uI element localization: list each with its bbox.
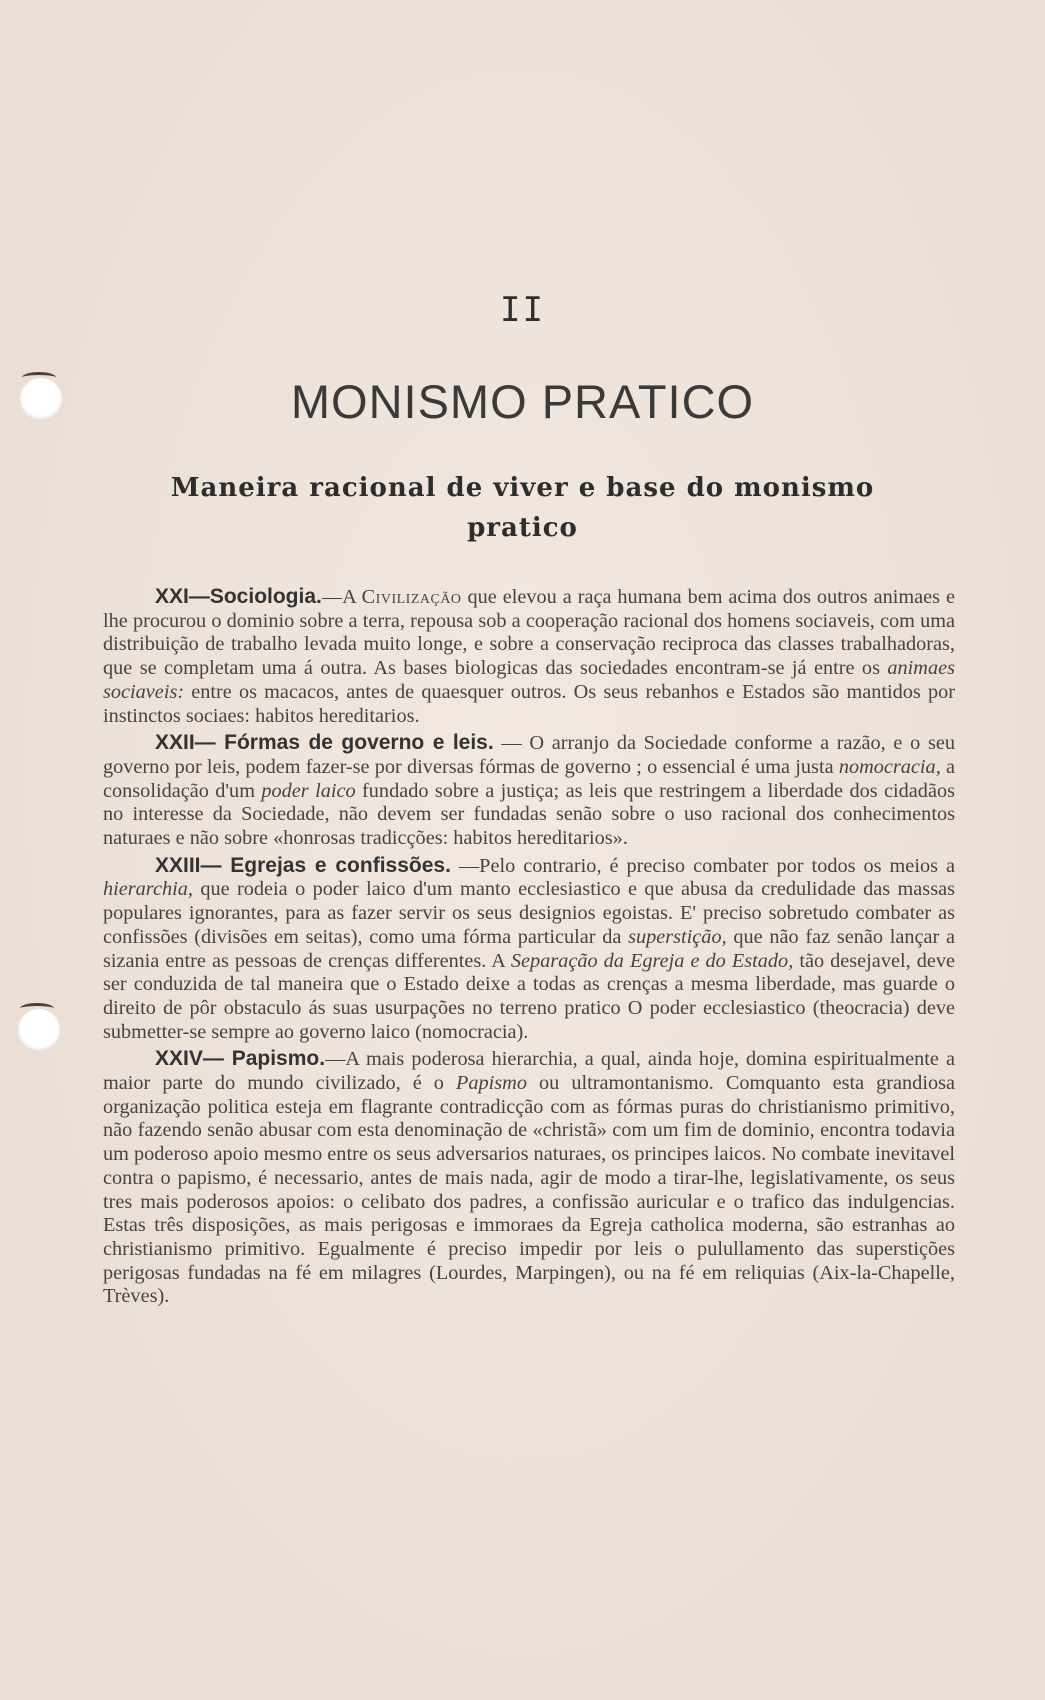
punch-hole-bottom <box>18 1009 60 1051</box>
emphasis-text: animaes sociaveis: <box>103 657 955 703</box>
text-run: ou ultramontanismo. Comquanto esta grandiosa organização politica esteja em flagrante contradicção com as fórmas puras do christianismo primitivo, não fazendo senão abusar com esta denominação de «christã» com um fim de dominio, encontra todavia um poderoso apoio mesmo entre os seus adversarios naturaes, os principes laicos. No combate inevitavel contra o papismo, é necessario, antes de mais nada, agir de modo a tirar-lhe, legislativamente, os seus tres mais poderosos apoios: o celibato dos padres, a confissão auricular e o trafico das indulgencias. Estas três disposições, as mais perigosas e immoraes da Egreja catholica moderna, são estranhas ao christianismo primitivo. Egualmente é preciso impedir por leis o pulullamento das superstições perigosas fundadas na fé em milagres (Lourdes, Marpingen), ou na fé em reliquias (Aix-la-Chapelle, Trèves). <box>103 1072 955 1308</box>
paragraph-sociologia <box>103 585 955 728</box>
paragraph-formas-de-governo <box>103 731 955 851</box>
text-run: a consolidação d'um <box>103 755 955 802</box>
text-run: fundado sobre a justiça; as leis que restringem a liberdade dos cidadãos no interesse da Sociedade, não devem ser fundadas senão sobre o uso racional dos conhecimentos naturaes e não sobre «honrosas tradicções: habitos hereditarios». <box>103 779 955 850</box>
text-run: —A <box>321 586 362 608</box>
paragraph-heading: XXIII— Egrejas e confissões. <box>155 853 451 877</box>
text-run: —Pelo contrario, é preciso combater por todos os meios a <box>450 854 955 877</box>
emphasis-text: hierarchia, <box>103 878 193 901</box>
small-caps-text: Civilização <box>361 586 462 608</box>
paragraph-text <box>103 1048 955 1307</box>
paragraph-papismo <box>103 1047 955 1309</box>
section-title: Maneira racional de viver e base do monismo pratico <box>170 473 875 543</box>
emphasis-text: Papismo <box>455 1072 527 1095</box>
text-run: tão desejavel, deve ser conduzida de tal maneira que o Estado deixe a todas as crenças a mesma liberdade, mas guarde o direito de pôr obstaculo ás suas usurpações no terreno pratico O poder ecclesiastico (theocracia) deve submetter-se sempre ao governo laico (nomocracia). <box>103 949 955 1043</box>
emphasis-text: Separação da Egreja e do Estado, <box>510 949 794 972</box>
chapter-number: II <box>500 290 545 330</box>
text-run: — O arranjo da Sociedade conforme a razão, e o seu governo por leis, podem fazer-se por diversas fórmas de governo ; o essencial é uma justa <box>103 732 955 778</box>
paragraph-heading: XXII— Fórmas de governo e leis. <box>155 731 494 755</box>
text-run: que elevou a raça humana bem acima dos outros animaes e lhe procurou o dominio sobre a terra, repousa sob a cooperação racional dos homens sociaveis, com uma distribuição de trabalho levada muito longe, e sobre a conservação reciproca das classes trabalhadoras, que se completam uma á outra. As bases biologicas das sociedades encontram-se já entre os <box>103 586 955 680</box>
paragraph-egrejas-e-confissoes <box>103 854 955 1045</box>
text-run: entre os macacos, antes de quaesquer outros. Os seus rebanhos e Estados são mantidos por instinctos sociaes: habitos hereditarios. <box>103 680 955 727</box>
paragraph-text <box>103 855 955 1043</box>
paragraph-heading: XXIV— Papismo. <box>155 1047 326 1071</box>
chapter-title: MONISMO PRATICO <box>290 375 755 428</box>
emphasis-text: poder laico <box>261 779 356 802</box>
text-run: que não faz senão lançar a sizania entre as pessoas de crenças differentes. A <box>103 925 955 972</box>
paragraph-heading: XXI—Sociologia. <box>155 585 322 608</box>
emphasis-text: superstição, <box>628 925 727 948</box>
emphasis-text: nomocracia, <box>838 755 941 778</box>
text-run: —A mais poderosa hierarchia, a qual, ainda hoje, domina espiritualmente a maior parte do mundo civilizado, é o <box>103 1048 955 1095</box>
text-run: que rodeia o poder laico d'um manto ecclesiastico e que abusa da credulidade das massas populares ignorantes, para as fazer servir os seus designios egoistas. E' preciso sobretudo combater as confissões (divisões em seitas), como uma fórma particular da <box>103 878 955 948</box>
document-body <box>103 585 955 1312</box>
